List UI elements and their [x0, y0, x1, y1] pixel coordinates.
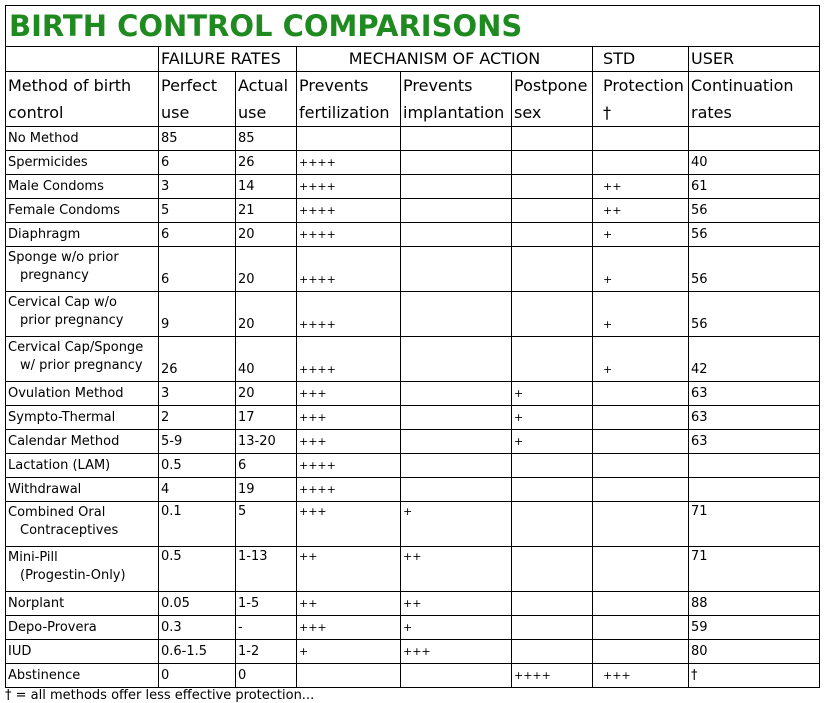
actual-cell: - [236, 616, 297, 640]
actual-cell: 1-13 [236, 547, 297, 592]
method-cell: IUD [6, 640, 159, 664]
method-cell [6, 547, 159, 592]
sex-cell: + [512, 430, 593, 454]
table-row [6, 547, 820, 592]
actual-cell: 19 [236, 478, 297, 502]
group-user: USER [689, 47, 820, 72]
actual-cell: 26 [236, 151, 297, 175]
sex-cell [512, 337, 593, 382]
method-cell: Abstinence [6, 664, 159, 688]
method-cell: Withdrawal [6, 478, 159, 502]
sex-cell: + [512, 406, 593, 430]
fert-cell: ++ [297, 592, 401, 616]
perfect-cell: 9 [159, 292, 236, 337]
prot-cell [593, 454, 689, 478]
method-cell: Norplant [6, 592, 159, 616]
actual-cell: 20 [236, 382, 297, 406]
cont-cell [689, 478, 820, 502]
title-row [6, 6, 820, 47]
header-prevents-implantation: Prevents implantation [401, 72, 512, 127]
prot-cell: +++ [593, 664, 689, 688]
perfect-cell: 6 [159, 223, 236, 247]
table-row [6, 616, 820, 640]
prot-cell: + [593, 337, 689, 382]
cont-cell: 71 [689, 502, 820, 547]
actual-cell: 1-2 [236, 640, 297, 664]
impl-cell: ++ [401, 592, 512, 616]
header-perfect-use: Perfect use [159, 72, 236, 127]
column-header-row [6, 72, 820, 127]
sex-cell [512, 454, 593, 478]
table-row [6, 502, 820, 547]
impl-cell [401, 199, 512, 223]
method-name-continued: (Progestin-Only) [20, 568, 126, 583]
method-cell: Calendar Method [6, 430, 159, 454]
table-row [6, 382, 820, 406]
method-name-continued: prior pregnancy [20, 313, 124, 328]
header-continuation-rates: Continuation rates [689, 72, 820, 127]
method-name-continued: w/ prior pregnancy [20, 358, 143, 373]
fert-cell: ++++ [297, 223, 401, 247]
fert-cell: ++++ [297, 454, 401, 478]
sex-cell [512, 640, 593, 664]
group-header-row [6, 47, 820, 72]
prot-cell [593, 502, 689, 547]
fert-cell: ++++ [297, 337, 401, 382]
impl-cell: ++ [401, 547, 512, 592]
perfect-cell: 26 [159, 337, 236, 382]
impl-cell [401, 478, 512, 502]
cont-cell: 63 [689, 430, 820, 454]
fert-cell: ++++ [297, 151, 401, 175]
perfect-cell: 3 [159, 175, 236, 199]
fert-cell: +++ [297, 406, 401, 430]
table-row [6, 292, 820, 337]
method-cell: Spermicides [6, 151, 159, 175]
perfect-cell: 3 [159, 382, 236, 406]
impl-cell [401, 247, 512, 292]
fert-cell [297, 664, 401, 688]
actual-cell: 0 [236, 664, 297, 688]
impl-cell [401, 223, 512, 247]
cont-cell: 63 [689, 382, 820, 406]
sex-cell [512, 175, 593, 199]
method-name: Sponge w/o prior [8, 250, 119, 265]
method-cell: Diaphragm [6, 223, 159, 247]
impl-cell [401, 430, 512, 454]
cont-cell: 59 [689, 616, 820, 640]
prot-cell [593, 547, 689, 592]
fert-cell: ++++ [297, 478, 401, 502]
fert-cell: ++ [297, 547, 401, 592]
cont-cell [689, 454, 820, 478]
table-row [6, 430, 820, 454]
impl-cell [401, 175, 512, 199]
perfect-cell: 85 [159, 127, 236, 151]
impl-cell [401, 406, 512, 430]
impl-cell [401, 337, 512, 382]
cont-cell: 56 [689, 247, 820, 292]
method-cell: Lactation (LAM) [6, 454, 159, 478]
fert-cell: +++ [297, 616, 401, 640]
prot-cell: + [593, 247, 689, 292]
sex-cell [512, 247, 593, 292]
method-name-continued: Contraceptives [20, 523, 119, 538]
method-cell: No Method [6, 127, 159, 151]
sex-cell [512, 547, 593, 592]
header-postpone-sex: Postpone sex [512, 72, 593, 127]
method-cell: Female Condoms [6, 199, 159, 223]
table-row [6, 223, 820, 247]
actual-cell: 20 [236, 223, 297, 247]
impl-cell: + [401, 616, 512, 640]
sex-cell: ++++ [512, 664, 593, 688]
fert-cell: +++ [297, 502, 401, 547]
impl-cell: + [401, 502, 512, 547]
sex-cell [512, 502, 593, 547]
sex-cell: + [512, 382, 593, 406]
group-failure-rates: FAILURE RATES [159, 47, 297, 72]
fert-cell: ++++ [297, 175, 401, 199]
perfect-cell: 0.3 [159, 616, 236, 640]
birth-control-table [5, 5, 820, 688]
method-cell [6, 247, 159, 292]
footnote: † = all methods offer less effective protection... [5, 688, 315, 703]
actual-cell: 85 [236, 127, 297, 151]
actual-cell: 20 [236, 292, 297, 337]
actual-cell: 17 [236, 406, 297, 430]
table-row [6, 151, 820, 175]
table-row [6, 664, 820, 688]
perfect-cell: 0 [159, 664, 236, 688]
perfect-cell: 0.05 [159, 592, 236, 616]
method-cell: Depo-Provera [6, 616, 159, 640]
header-protection: Protection † [593, 72, 689, 127]
cont-cell: 40 [689, 151, 820, 175]
cont-cell: 56 [689, 292, 820, 337]
group-mechanism: MECHANISM OF ACTION [297, 47, 593, 72]
table-row [6, 406, 820, 430]
fert-cell: +++ [297, 382, 401, 406]
cont-cell: 80 [689, 640, 820, 664]
actual-cell: 1-5 [236, 592, 297, 616]
prot-cell [593, 616, 689, 640]
actual-cell: 21 [236, 199, 297, 223]
prot-cell: ++ [593, 199, 689, 223]
method-cell [6, 337, 159, 382]
perfect-cell: 2 [159, 406, 236, 430]
prot-cell [593, 592, 689, 616]
method-cell: Sympto-Thermal [6, 406, 159, 430]
header-prevents-fertilization: Prevents fertilization [297, 72, 401, 127]
fert-cell: ++++ [297, 199, 401, 223]
prot-cell: + [593, 223, 689, 247]
group-empty [6, 47, 159, 72]
impl-cell [401, 127, 512, 151]
perfect-cell: 0.5 [159, 454, 236, 478]
sex-cell [512, 292, 593, 337]
impl-cell [401, 382, 512, 406]
prot-cell [593, 430, 689, 454]
actual-cell: 40 [236, 337, 297, 382]
method-cell [6, 292, 159, 337]
sex-cell [512, 478, 593, 502]
method-cell [6, 502, 159, 547]
perfect-cell: 0.6-1.5 [159, 640, 236, 664]
prot-cell [593, 640, 689, 664]
sex-cell [512, 127, 593, 151]
perfect-cell: 6 [159, 151, 236, 175]
perfect-cell: 5-9 [159, 430, 236, 454]
sex-cell [512, 151, 593, 175]
table-title: BIRTH CONTROL COMPARISONS [6, 6, 820, 47]
table-row [6, 478, 820, 502]
perfect-cell: 0.5 [159, 547, 236, 592]
fert-cell: +++ [297, 430, 401, 454]
prot-cell [593, 151, 689, 175]
cont-cell [689, 127, 820, 151]
method-name-continued: pregnancy [20, 268, 89, 283]
sex-cell [512, 223, 593, 247]
cont-cell: † [689, 664, 820, 688]
perfect-cell: 4 [159, 478, 236, 502]
cont-cell: 56 [689, 199, 820, 223]
table-row [6, 175, 820, 199]
method-name: Mini-Pill [8, 550, 58, 565]
impl-cell [401, 292, 512, 337]
fert-cell: ++++ [297, 292, 401, 337]
prot-cell [593, 406, 689, 430]
perfect-cell: 6 [159, 247, 236, 292]
header-method: Method of birth control [6, 72, 159, 127]
fert-cell: ++++ [297, 247, 401, 292]
prot-cell: ++ [593, 175, 689, 199]
cont-cell: 71 [689, 547, 820, 592]
table-row [6, 337, 820, 382]
table-row [6, 247, 820, 292]
table-row [6, 592, 820, 616]
cont-cell: 88 [689, 592, 820, 616]
impl-cell [401, 454, 512, 478]
fert-cell: + [297, 640, 401, 664]
perfect-cell: 5 [159, 199, 236, 223]
sex-cell [512, 616, 593, 640]
table-row [6, 454, 820, 478]
actual-cell: 5 [236, 502, 297, 547]
sex-cell [512, 199, 593, 223]
cont-cell: 63 [689, 406, 820, 430]
header-actual-use: Actual use [236, 72, 297, 127]
prot-cell [593, 382, 689, 406]
method-cell: Ovulation Method [6, 382, 159, 406]
method-name: Combined Oral [8, 505, 106, 520]
prot-cell [593, 127, 689, 151]
actual-cell: 20 [236, 247, 297, 292]
actual-cell: 14 [236, 175, 297, 199]
prot-cell [593, 478, 689, 502]
perfect-cell: 0.1 [159, 502, 236, 547]
table-row [6, 199, 820, 223]
cont-cell: 61 [689, 175, 820, 199]
group-std: STD [593, 47, 689, 72]
actual-cell: 13-20 [236, 430, 297, 454]
impl-cell [401, 151, 512, 175]
cont-cell: 56 [689, 223, 820, 247]
method-name: Cervical Cap/Sponge [8, 340, 144, 355]
method-cell: Male Condoms [6, 175, 159, 199]
actual-cell: 6 [236, 454, 297, 478]
table-row [6, 127, 820, 151]
prot-cell: + [593, 292, 689, 337]
cont-cell: 42 [689, 337, 820, 382]
impl-cell: +++ [401, 640, 512, 664]
impl-cell [401, 664, 512, 688]
method-name: Cervical Cap w/o [8, 295, 117, 310]
table-row [6, 640, 820, 664]
sex-cell [512, 592, 593, 616]
fert-cell [297, 127, 401, 151]
